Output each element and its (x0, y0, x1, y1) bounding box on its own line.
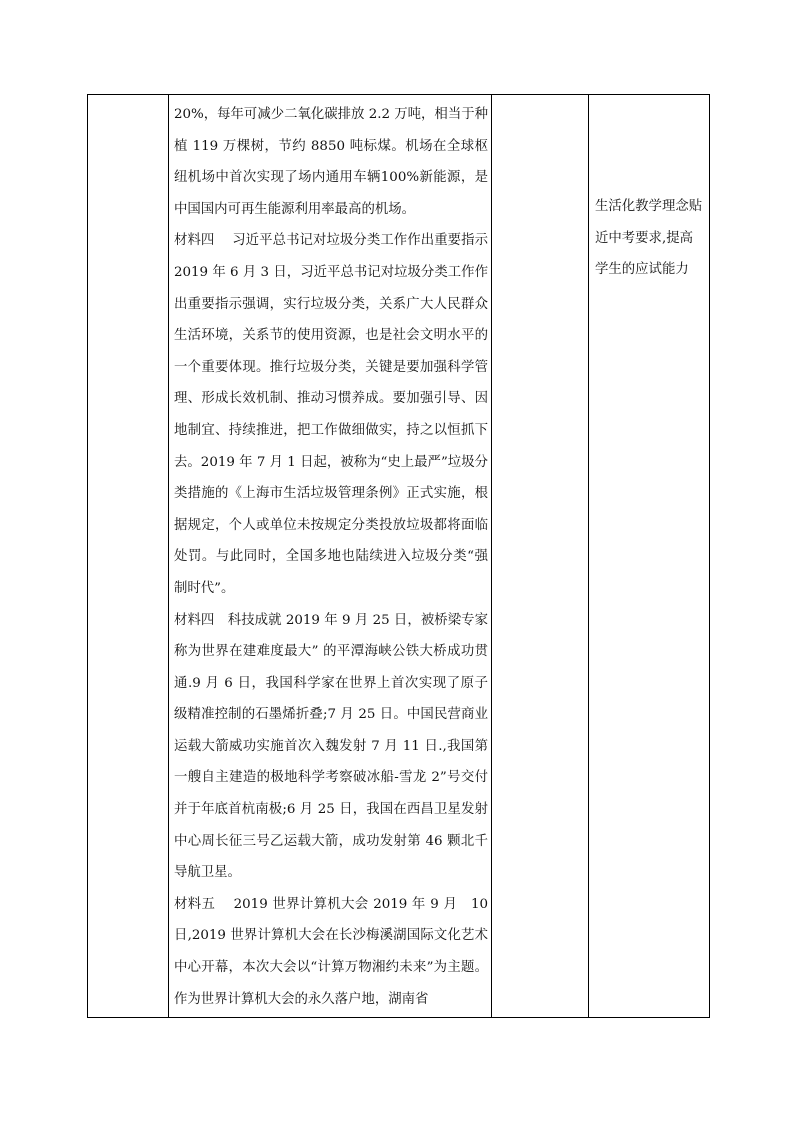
material-paragraph-computer-conference: 材料五 2019 世界计算机大会 2019 年 9 月 10日,2019 世界计算机大会在长沙梅溪湖国际文化艺术中心开幕，本次大会以“计算万物湘约未来”为主题。 作为世界计算机大会的永久落户地，湖南省 (174, 896, 488, 1007)
design-intent-cell (589, 95, 710, 1018)
material-text (169, 95, 491, 1015)
material-paragraph-energy: 20%，每年可减少二氧化碳排放 2.2 万吨，相当于种植 119 万棵树，节约 8850 吨标煤。机场在全球枢纽机场中首次实现了场内通用车辆100%新能源，是中国国内可再生能源利用率最高的机场。 (174, 107, 488, 217)
material-paragraph-tech-achievements: 材料四 科技成就 2019 年 9 月 25 日，被桥梁专家称为世界在建难度最大” 的平潭海峡公铁大桥成功贯通.9 月 6 日，我国科学家在世界上首次实现了原子级精准控制的石墨烯折叠;7 月 25 日。中国民营商业运载大箭威功实施首次入魏发射 7 月 11 日.,我国第一艘自主建造的极地科学考察破冰船-雪龙 2”号交付并于年底首杭南极;6 月 25 日，我国在西昌卫星发射中心周长征三号乙运载大箭，成功发射第 46 颗北千导航卫星。 (174, 612, 488, 881)
lesson-plan-table (87, 94, 710, 1018)
empty-cell-left (88, 95, 169, 1018)
design-intent-text: 生活化教学理念贴近中考要求,提高学生的应试能力 (595, 199, 703, 278)
empty-cell-middle (492, 95, 589, 1018)
material-content-cell (169, 95, 492, 1018)
material-paragraph-garbage-sorting: 材料四 习近平总书记对垃圾分类工作作出重要指示 2019 年 6 月 3 日，习近平总书记对垃圾分类工作作出重要指示强调，实行垃圾分类，关系广大人民群众生活环境，关系节的使用资源，也是社会文明水平的一个重要体现。推行垃圾分类，关键是要加强科学管理、形成长效机制、推动习惯养成。要加强引导、因地制宜、持续推进，把工作做细做实，持之以恒抓下去。2019 年 7 月 1 日起，被称为“史上最严”垃圾分类措施的《上海市生活垃圾管理条例》正式实施，根据规定，个人或单位未按规定分类投放垃圾都将面临处罚。与此同时，全国多地也陆续进入垃圾分类“强制时代”。 (174, 233, 488, 596)
table-row (88, 95, 710, 1018)
